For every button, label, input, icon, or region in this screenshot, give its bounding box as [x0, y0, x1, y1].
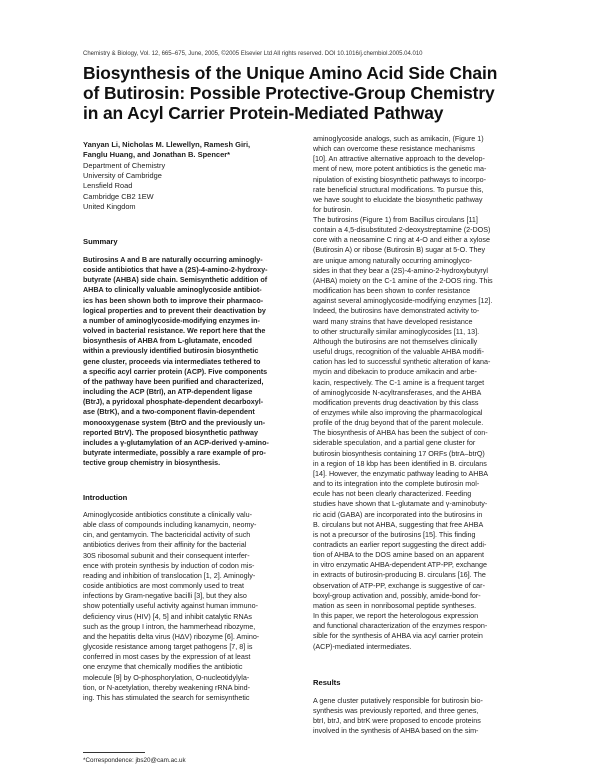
text-line: ric acid (GABA) are incorporated into the butirosins in — [313, 510, 483, 519]
text-line: including the ACP (BtrI), an ATP-dependent ligase — [83, 388, 253, 397]
text-line: The biosynthesis of AHBA has been the subject of con- — [313, 429, 488, 438]
text-line: infections by Gram-negative bacilli [3], but they also — [83, 592, 247, 601]
text-line: against several aminoglycoside-modifying enzymes [12]. — [313, 297, 493, 306]
text-line: are unique among naturally occurring aminoglyco- — [313, 256, 473, 265]
title-line: in an Acyl Carrier Protein-Mediated Pathway — [83, 103, 444, 123]
text-line: butyrate intermediate, possibly a rare example of pro- — [83, 448, 266, 457]
text-line: ics has been shown both to improve their pharmaco- — [83, 296, 264, 305]
text-line: mycin and dibekacin to produce amikacin and arbe- — [313, 368, 477, 377]
footnote-rule — [83, 752, 145, 753]
text-line: ecule has not been clearly characterized. Feeding — [313, 490, 472, 499]
text-line: cation has led to successful synthetic alteration of kana- — [313, 358, 491, 367]
affiliation-line: United Kingdom — [83, 201, 136, 211]
text-line: able class of compounds including kanamycin, neomy- — [83, 521, 257, 530]
text-line: ward many strains that have developed resistance — [313, 317, 473, 326]
text-line: modification has been shown to confer resistance — [313, 287, 471, 296]
text-line: for butirosin. — [313, 206, 353, 215]
text-line: contradicts an earlier report suggesting the direct addi- — [313, 541, 487, 549]
text-line: a specific acyl carrier protein (ACP). Five components — [83, 367, 268, 376]
text-line: is not a precursor of the butirosins [15]. This finding — [313, 530, 476, 539]
text-line: Indeed, the butirosins have demonstrated activity to- — [313, 307, 480, 316]
text-line: A gene cluster putatively responsible for butirosin bio- — [313, 697, 483, 705]
text-line: coside antibiotics that have a (2S)-4-amino-2-hydroxy- — [83, 266, 268, 275]
author-list — [83, 140, 283, 160]
text-line: AHBA to clinically valuable aminoglycoside antibiot- — [83, 286, 262, 295]
text-line: ing. This has stimulated the search for semisynthetic — [83, 693, 250, 702]
text-line: contain a 4,5-disubstituted 2-deoxystreptamine (2-DOS) — [313, 226, 491, 235]
text-line: btrI, btrJ, and btrK were proposed to encode proteins — [313, 717, 481, 726]
text-line: (ACP)-mediated intermediates. — [313, 642, 412, 651]
text-line: aminoglycoside analogs, such as amikacin, (Figure 1) — [313, 135, 484, 143]
text-line: volved in bacterial resistance. We report here that the — [83, 327, 266, 336]
text-line: tion, or N-acetylation, thereby weakening rRNA bind- — [83, 683, 251, 692]
text-line: core with a neosamine C ring at 4-O and either a xylose — [313, 236, 490, 245]
text-line: show potentially useful activity against human immuno- — [83, 602, 259, 611]
text-line: Butirosins A and B are naturally occurring aminogly- — [83, 256, 263, 264]
text-line: sides in that they bear a (2S)-4-amino-2-hydroxybutyryl — [313, 266, 488, 275]
text-line: tective group chemistry in biosynthesis. — [83, 459, 221, 468]
text-line: B. circulans but not AHBA, suggesting that free AHBA — [313, 520, 484, 529]
text-line: nipulation of existing biosynthetic pathways to incorpo- — [313, 175, 487, 184]
text-line: (BtrJ), a pyridoxal phosphate-dependent decarboxyl- — [83, 398, 264, 407]
text-line: conferred in most cases by the expression of at least — [83, 653, 251, 662]
text-line: one enzyme that chemically modifies the antibiotic — [83, 663, 243, 672]
text-line: glycoside resistance among target pathogens [7, 8] is — [83, 643, 253, 652]
text-line: within a previously identified butirosin biosynthetic — [83, 347, 259, 356]
author-line: Fanglu Huang, and Jonathan B. Spencer* — [83, 150, 231, 160]
text-line: of enzymes while also improving the pharmacological — [313, 408, 483, 417]
text-line: The butirosins (Figure 1) from Bacillus circulans [11] — [313, 216, 478, 224]
text-line: such as the group I intron, the hammerhead ribozyme, — [83, 622, 256, 631]
text-line: reading and inhibition of translocation [1, 2]. Aminogly- — [83, 571, 256, 580]
results-text — [313, 696, 528, 737]
text-line: kacin, respectively. The C-1 amine is a frequent target — [313, 378, 485, 387]
text-line: biosynthesis of AHBA from L-glutamate, encoded — [83, 337, 252, 346]
text-line: reported BtrV). The proposed biosynthetic pathway — [83, 428, 258, 437]
title-line: Biosynthesis of the Unique Amino Acid Side Chain — [83, 63, 498, 83]
text-line: tion of AHBA to the DOS amine based on an apparent — [313, 551, 485, 560]
journal-header: Chemistry & Biology, Vol. 12, 665–675, June, 2005, ©2005 Elsevier Ltd All rights reserved. DOI 10.1016/j.chembiol.2005.04.010 — [83, 51, 423, 57]
article-title — [83, 63, 543, 123]
correspondence-footnote: *Correspondence: jbs20@cam.ac.uk — [83, 757, 186, 764]
results-heading: Results — [313, 678, 341, 687]
text-line: In this paper, we report the heterologous expression — [313, 612, 479, 621]
title-line: of Butirosin: Possible Protective-Group Chemistry — [83, 83, 495, 103]
affiliation — [83, 161, 283, 212]
text-line: ment of new, more potent antibiotics is the genetic ma- — [313, 165, 487, 174]
text-line: Aminoglycoside antibiotics constitute a clinically valu- — [83, 511, 253, 519]
text-line: modification prevents drug deactivation by this class — [313, 398, 479, 407]
text-line: monooxygenase system (BtrO and the previously un- — [83, 418, 266, 427]
author-line: Yanyan Li, Nicholas M. Llewellyn, Ramesh Giri, — [83, 140, 251, 149]
text-line: rate beneficial structural modifications. To pursue this, — [313, 185, 484, 194]
text-line: boxyl-group activation and, possibly, amide-bond for- — [313, 591, 481, 600]
summary-text — [83, 255, 298, 468]
text-line: and functional characterization of the enzymes respon- — [313, 622, 488, 631]
affiliation-line: Lensfield Road — [83, 181, 133, 191]
affiliation-line: University of Cambridge — [83, 171, 162, 181]
text-line: antibiotics derives from their affinity for the bacterial — [83, 541, 247, 550]
text-line: in extracts of butirosin-producing B. circulans [16]. The — [313, 571, 486, 580]
text-line: studies have shown that L-glutamate and γ-aminobuty- — [313, 500, 488, 509]
text-line: coside antibiotics are most commonly used to treat — [83, 582, 245, 591]
text-line: sible for the synthesis of AHBA via acyl carrier protein — [313, 632, 483, 641]
introduction-text — [83, 510, 298, 703]
text-line: [14]. However, the enzymatic pathway leading to AHBA — [313, 469, 489, 478]
text-line: in a region of 18 kbp has been identified in B. circulans — [313, 459, 487, 468]
text-line: Although the butirosins are not themselves clinically — [313, 337, 478, 346]
text-line: mation as seen in nonribosomal peptide syntheses. — [313, 601, 477, 610]
text-line: butirosin biosynthesis containing 17 ORFs (btrA–btrQ) — [313, 449, 485, 458]
text-line: of the pathway have been purified and characterized, — [83, 377, 264, 386]
text-line: ase (BtrK), and a two-component flavin-dependent — [83, 408, 255, 417]
text-line: observation of ATP-PP, exchange is suggestive of car- — [313, 581, 485, 590]
text-line: butyrate (AHBA) side chain. Semisynthetic addition of — [83, 276, 268, 285]
text-line: and to its integration into the complete butirosin mol- — [313, 480, 480, 489]
text-line: [10]. An attractive alternative approach to the develop- — [313, 155, 485, 164]
text-line: profile of the drug beyond that of the parent molecule. — [313, 419, 484, 428]
text-line: of aminoglycoside N-acyltransferases, and the AHBA — [313, 388, 482, 397]
text-line: (AHBA) moiety on the C-1 amine of the 2-DOS ring. This — [313, 276, 493, 285]
text-line: cin, and gentamycin. The bactericidal activity of such — [83, 531, 251, 540]
text-line: 30S ribosomal subunit and their consequent interfer- — [83, 551, 250, 560]
text-line: deficiency virus (HIV) [4, 5] and inhibit catalytic RNAs — [83, 612, 253, 621]
text-line: gene cluster, proceeds via intermediates tethered to — [83, 357, 261, 366]
text-line: (Butirosin A) or ribose (Butirosin B) sugar at 5-O. They — [313, 246, 486, 255]
introduction-heading: Introduction — [83, 493, 128, 502]
affiliation-line: Cambridge CB2 1EW — [83, 191, 154, 201]
text-line: logical properties and to prevent their deactivation by — [83, 306, 266, 315]
text-line: we have sought to elucidate the biosynthetic pathway — [313, 195, 483, 204]
text-line: molecule [9] by O-phosphorylation, O-nucleotidylyla- — [83, 673, 250, 682]
text-line: which can overcome these resistance mechanisms — [313, 145, 475, 154]
text-line: ence with protein synthesis by induction of codon mis- — [83, 561, 255, 570]
summary-heading: Summary — [83, 237, 118, 246]
text-line: useful drugs, recognition of the valuable AHBA modifi- — [313, 348, 485, 357]
text-line: includes a γ-glutamylation of an ACP-derived γ-amino- — [83, 438, 269, 447]
butirosins-paragraph — [313, 215, 528, 652]
text-line: synthesis was previously reported, and three genes, — [313, 707, 479, 716]
text-line: siderable speculation, and a partial gene cluster for — [313, 439, 476, 448]
text-line: involved in the synthesis of AHBA based on the sim- — [313, 727, 479, 736]
intro-continued-text — [313, 134, 528, 215]
text-line: a number of aminoglycoside-modifying enzymes in- — [83, 316, 260, 325]
text-line: to other structurally similar aminoglycosides [11, 13]. — [313, 327, 480, 336]
text-line: in vitro enzymatic AHBA-dependent ATP-PP, exchange — [313, 561, 487, 570]
affiliation-line: Department of Chemistry — [83, 161, 166, 170]
text-line: and the hepatitis delta virus (HΔV) ribozyme [6]. Amino- — [83, 632, 260, 641]
